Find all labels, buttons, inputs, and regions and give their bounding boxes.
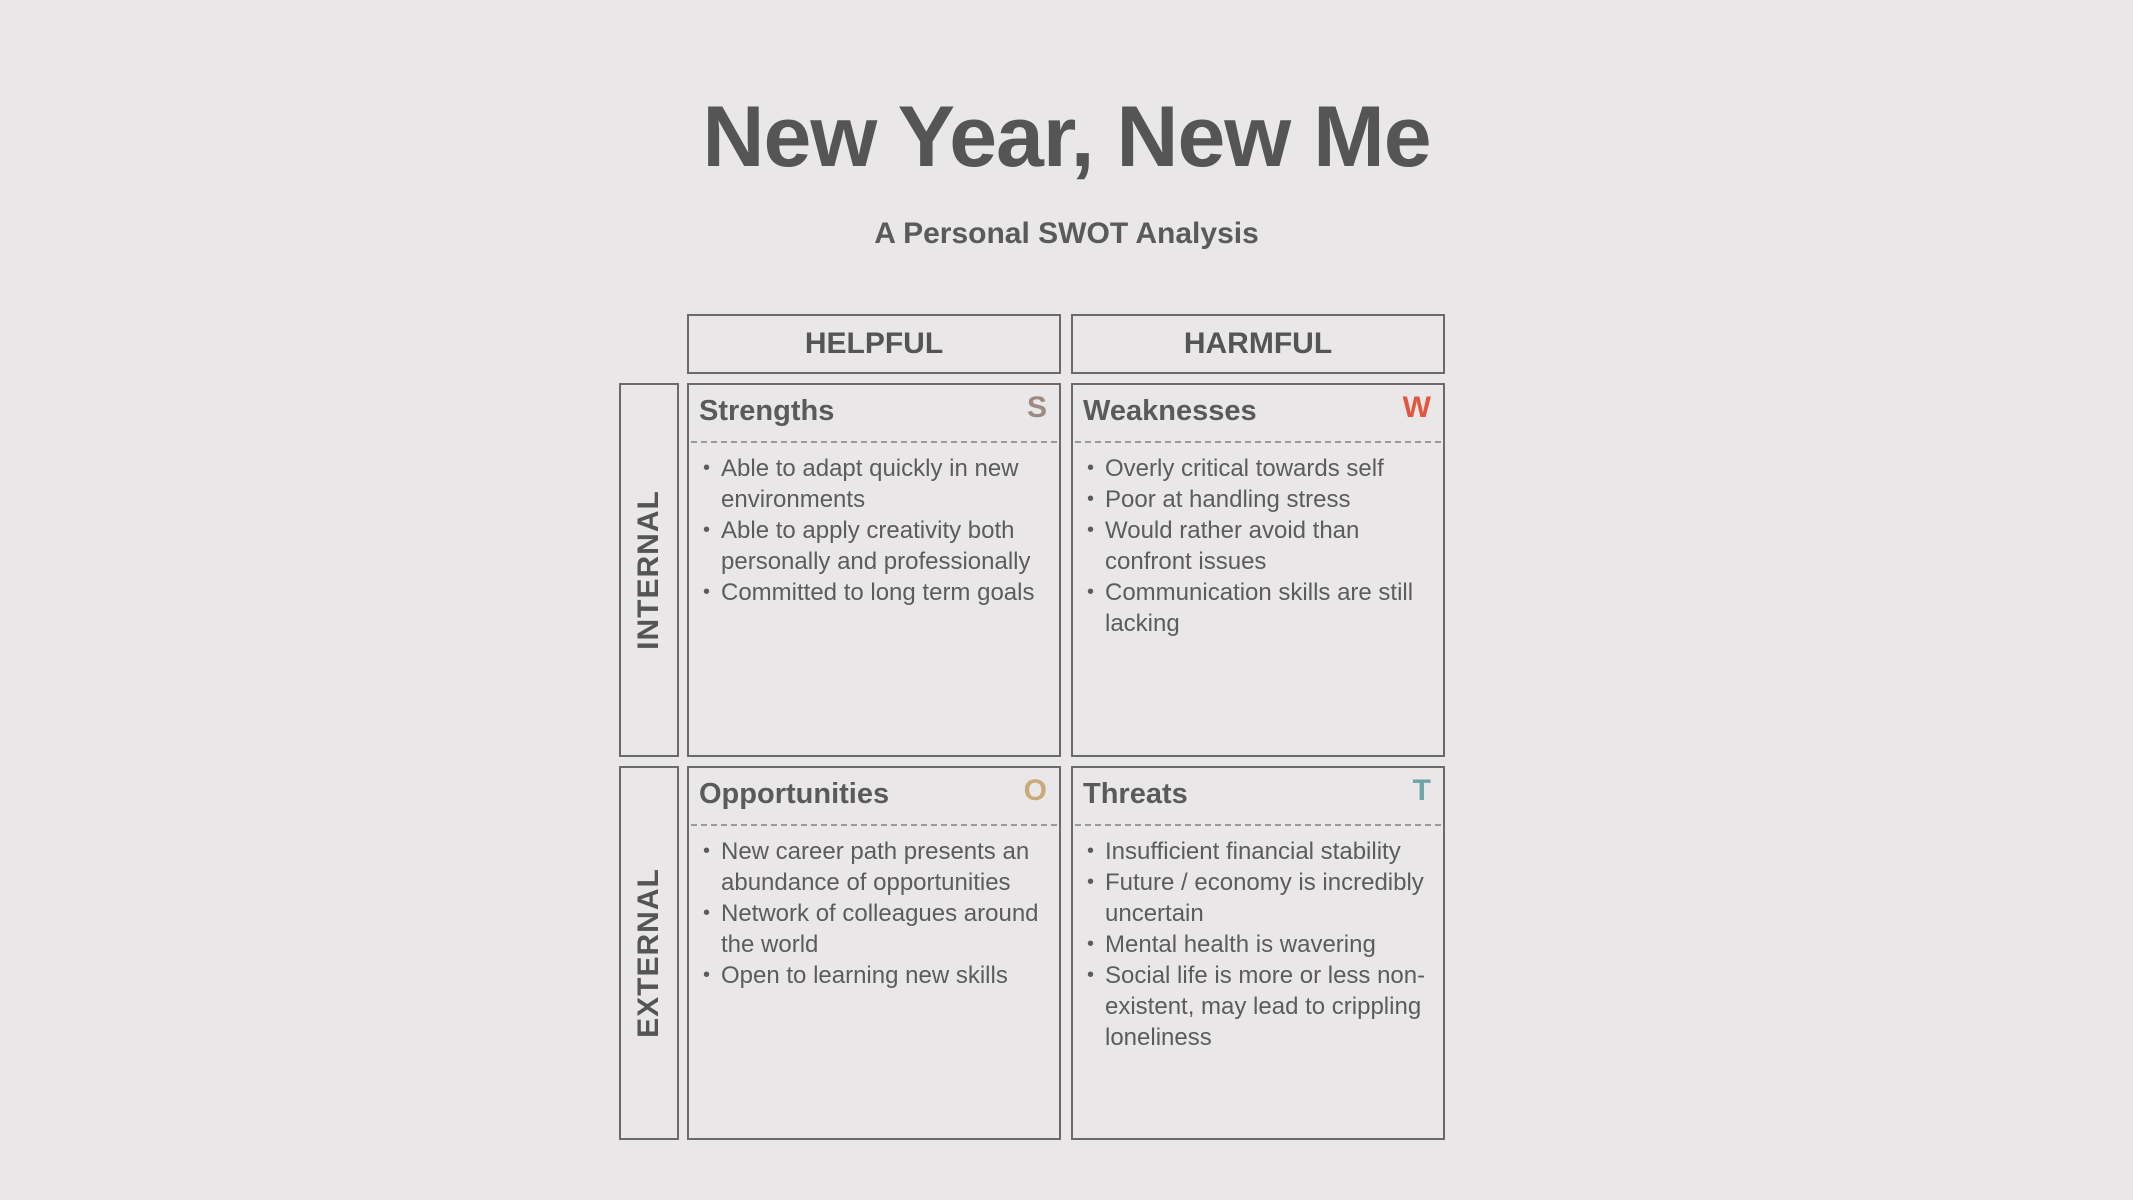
quadrant-threats (1071, 766, 1445, 1140)
quadrant-letter-o: O (1023, 774, 1047, 807)
list-item: • Poor at handling stress (1085, 484, 1435, 515)
strengths-list (689, 443, 1059, 608)
row-header-internal (619, 383, 679, 757)
list-item: • Able to adapt quickly in new environments (701, 453, 1051, 515)
list-item: • Committed to long term goals (701, 577, 1051, 608)
list-item: • Overly critical towards self (1085, 453, 1435, 484)
list-item: • Future / economy is incredibly uncertain (1085, 867, 1435, 929)
list-item: • Insufficient financial stability (1085, 836, 1435, 867)
quadrant-title-threats: Threats (1083, 778, 1188, 810)
quadrant-letter-s: S (1026, 391, 1047, 424)
row-label-external: EXTERNAL (632, 868, 665, 1038)
list-item: • Would rather avoid than confront issues (1085, 515, 1435, 577)
list-item: • Able to apply creativity both personally and professionally (701, 515, 1051, 577)
page-subtitle: A Personal SWOT Analysis (874, 217, 1259, 250)
quadrant-letter-t: T (1412, 774, 1431, 807)
list-item: • New career path presents an abundance of opportunities (701, 836, 1051, 898)
quadrant-title-opportunities: Opportunities (699, 778, 890, 810)
list-item: • Communication skills are still lacking (1085, 577, 1435, 639)
quadrant-title-strengths: Strengths (699, 395, 835, 427)
quadrant-letter-w: W (1402, 391, 1431, 424)
quadrant-weaknesses (1071, 383, 1445, 757)
quadrant-strengths (687, 383, 1061, 757)
column-header-helpful: HELPFUL (687, 314, 1061, 374)
quadrant-opportunities (687, 766, 1061, 1140)
list-item: • Network of colleagues around the world (701, 898, 1051, 960)
page-title: New Year, New Me (702, 89, 1431, 185)
quadrant-title-weaknesses: Weaknesses (1083, 395, 1257, 427)
list-item: • Mental health is wavering (1085, 929, 1435, 960)
threats-list (1073, 826, 1443, 1053)
quadrant-header (1075, 385, 1441, 443)
weaknesses-list (1073, 443, 1443, 639)
row-header-external (619, 766, 679, 1140)
quadrant-header (691, 768, 1057, 826)
row-label-internal: INTERNAL (632, 490, 665, 650)
quadrant-header (691, 385, 1057, 443)
list-item: • Open to learning new skills (701, 960, 1051, 991)
list-item: • Social life is more or less non-existent, may lead to crippling loneliness (1085, 960, 1435, 1053)
column-header-harmful: HARMFUL (1071, 314, 1445, 374)
opportunities-list (689, 826, 1059, 991)
quadrant-header (1075, 768, 1441, 826)
